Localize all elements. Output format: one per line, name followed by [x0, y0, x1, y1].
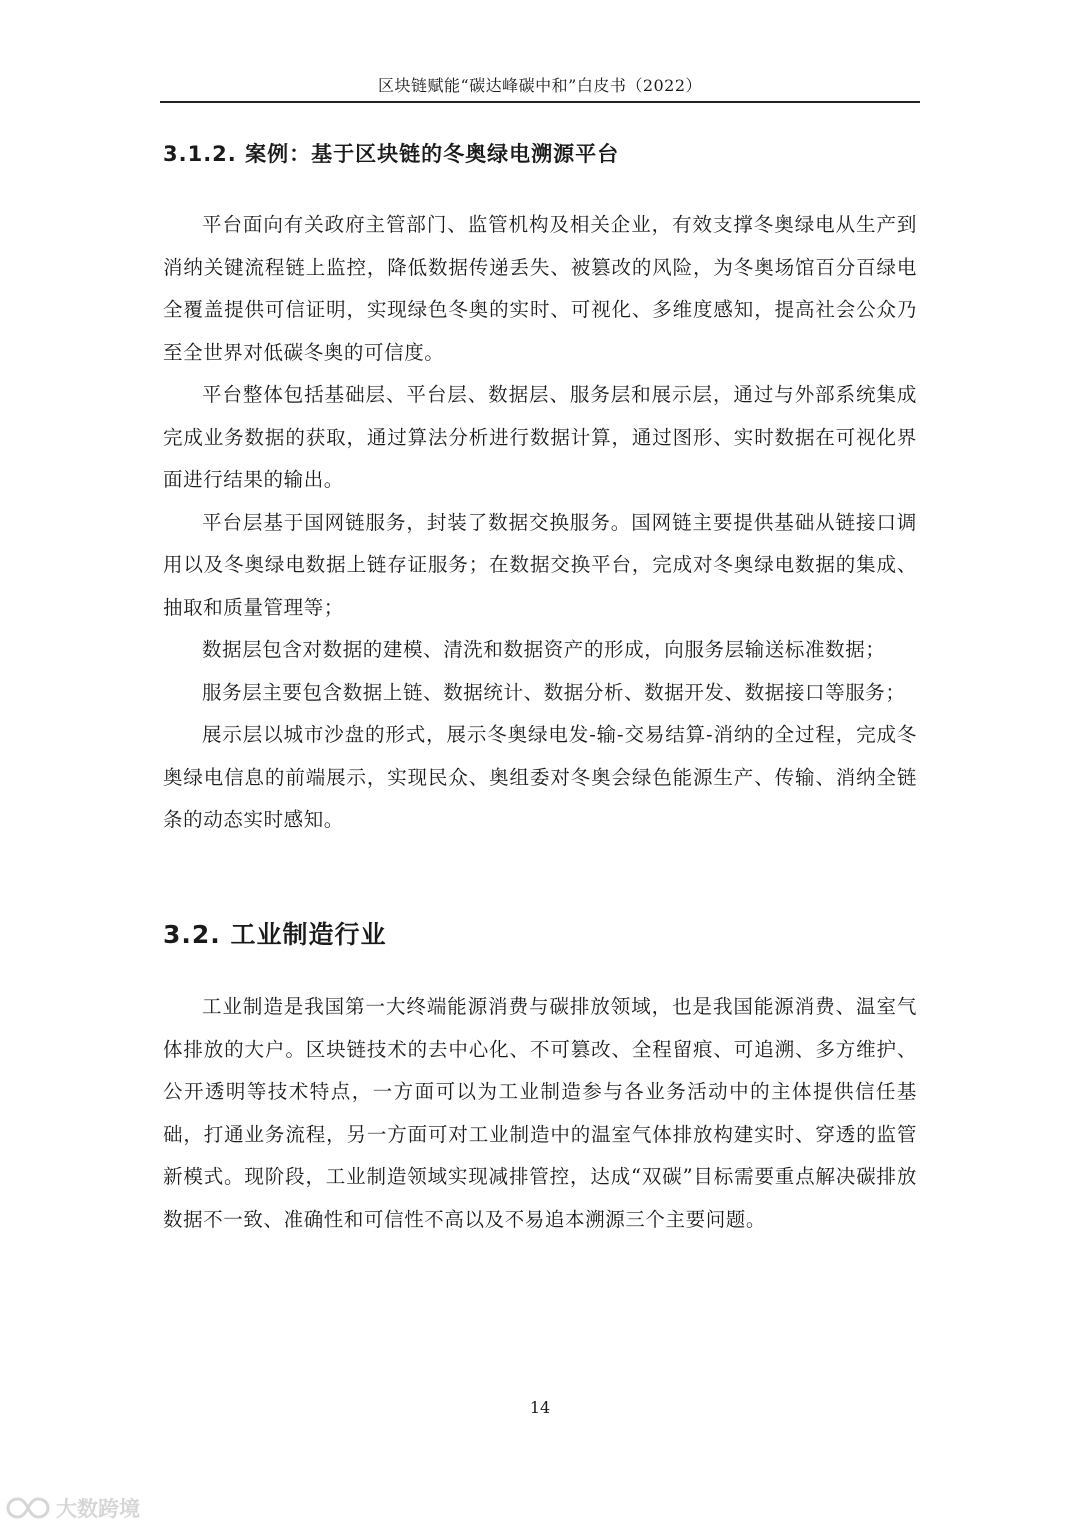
paragraph: 工业制造是我国第一大终端能源消费与碳排放领域，也是我国能源消费、温室气体排放的大户。区块链技术的去中心化、不可篡改、全程留痕、可追溯、多方维护、公开透明等技术特点，一方面可以为工业制造参与各业务活动中的主体提供信任基础，打通业务流程，另一方面可对工业制造中的温室气体排放构建实时、穿透的监管新模式。现阶段，工业制造领域实现减排管控，达成“双碳”目标需要重点解决碳排放数据不一致、准确性和可信性不高以及不易追本溯源三个主要问题。: [163, 995, 917, 1231]
watermark-text: 大数跨境: [56, 1497, 140, 1521]
paragraph: 平台层基于国网链服务，封装了数据交换服务。国网链主要提供基础从链接口调用以及冬奥绿电数据上链存证服务；在数据交换平台，完成对冬奥绿电数据的集成、抽取和质量管理等；: [163, 510, 917, 619]
page-number: 14: [529, 1398, 551, 1417]
watermark: [6, 1493, 140, 1523]
chapter-heading: 3.2. 工业制造行业: [163, 920, 387, 949]
paragraph: 平台整体包括基础层、平台层、数据层、服务层和展示层，通过与外部系统集成完成业务数据的获取，通过算法分析进行数据计算，通过图形、实时数据在可视化界面进行结果的输出。: [163, 383, 917, 491]
paragraph: 数据层包含对数据的建模、清洗和数据资产的形成，向服务层输送标准数据；: [202, 638, 886, 661]
chapter-body: [163, 986, 917, 1241]
section-body: [163, 204, 917, 842]
watermark-logo-icon: [6, 1495, 50, 1521]
section-heading: 3.1.2. 案例：基于区块链的冬奥绿电溯源平台: [163, 142, 620, 166]
page-header: 区块链赋能“碳达峰碳中和”白皮书（2022）: [377, 76, 703, 95]
paragraph: 展示层以城市沙盘的形式，展示冬奥绿电发-输-交易结算-消纳的全过程，完成冬奥绿电信息的前端展示，实现民众、奥组委对冬奥会绿色能源生产、传输、消纳全链条的动态实时感知。: [163, 723, 917, 831]
header-divider: [160, 101, 920, 103]
paragraph: 平台面向有关政府主管部门、监管机构及相关企业，有效支撑冬奥绿电从生产到消纳关键流程链上监控，降低数据传递丢失、被篡改的风险，为冬奥场馆百分百绿电全覆盖提供可信证明，实现绿色冬奥的实时、可视化、多维度感知，提高社会公众乃至全世界对低碳冬奥的可信度。: [163, 213, 917, 364]
paragraph: 服务层主要包含数据上链、数据统计、数据分析、数据开发、数据接口等服务；: [202, 680, 906, 704]
